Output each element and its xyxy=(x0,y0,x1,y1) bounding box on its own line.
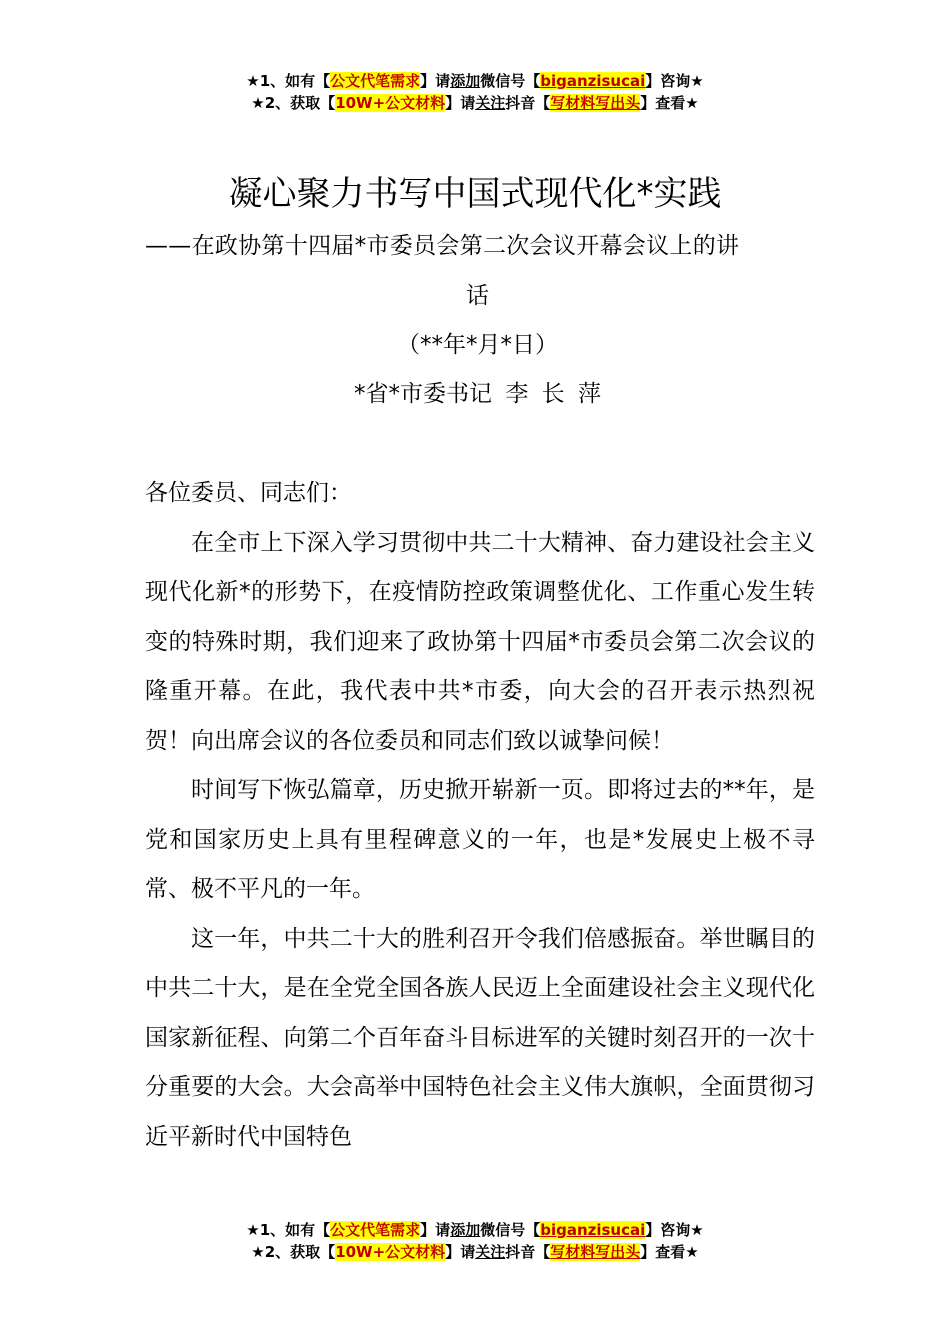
wechat-id: biganzisucai xyxy=(540,72,646,90)
promo-line-2: ★2、获取【10W+公文材料】请关注抖音【写材料写出头】查看★ xyxy=(251,1243,699,1261)
promo-line-1: ★1、如有【公文代笔需求】请添加微信号【biganzisucai】咨询★ xyxy=(246,72,704,90)
douyin-account: 写材料写出头 xyxy=(550,1243,641,1261)
promo-line-1: ★1、如有【公文代笔需求】请添加微信号【biganzisucai】咨询★ xyxy=(246,1221,704,1239)
paragraph: 在全市上下深入学习贯彻中共二十大精神、奋力建设社会主义现代化新*的形势下，在疫情防控政策调整优化、工作重心发生转变的特殊时期，我们迎来了政协第十四届*市委员会第二次会议的隆重开幕。在此，我代表中共*市委，向大会的召开表示热烈祝贺！向出席会议的各位委员和同志们致以诚挚问候！ xyxy=(145,529,815,754)
paragraph: 时间写下恢弘篇章，历史掀开崭新一页。即将过去的**年，是党和国家历史上具有里程碑意义的一年，也是*发展史上极不寻常、极不平凡的一年。 xyxy=(145,777,815,902)
douyin-account: 写材料写出头 xyxy=(550,94,641,112)
document-subtitle-line-1: ——在政协第十四届*市委员会第二次会议开幕会议上的讲 xyxy=(145,233,740,259)
wechat-id: biganzisucai xyxy=(540,1221,646,1239)
document-title: 凝心聚力书写中国式现代化*实践 xyxy=(228,174,722,214)
document-author: *省*市委书记 李 长 萍 xyxy=(354,381,601,407)
document-subtitle-line-2: 话 xyxy=(466,283,489,309)
salutation: 各位委员、同志们： xyxy=(145,480,352,506)
promo-banner-bottom xyxy=(0,1219,950,1263)
promo-highlight: 公文代笔需求 xyxy=(330,72,421,90)
promo-banner-top xyxy=(0,70,950,114)
promo-highlight: 10W+公文材料 xyxy=(335,1243,446,1261)
promo-highlight: 公文代笔需求 xyxy=(330,1221,421,1239)
document-date: （**年*月*日） xyxy=(397,332,558,358)
promo-highlight: 10W+公文材料 xyxy=(335,94,446,112)
paragraph: 这一年，中共二十大的胜利召开令我们倍感振奋。举世瞩目的中共二十大，是在全党全国各族人民迈上全面建设社会主义现代化国家新征程、向第二个百年奋斗目标进军的关键时刻召开的一次十分重要的大会。大会高举中国特色社会主义伟大旗帜，全面贯彻习近平新时代中国特色 xyxy=(145,925,815,1150)
document-body xyxy=(145,469,815,1162)
promo-line-2: ★2、获取【10W+公文材料】请关注抖音【写材料写出头】查看★ xyxy=(251,94,699,112)
